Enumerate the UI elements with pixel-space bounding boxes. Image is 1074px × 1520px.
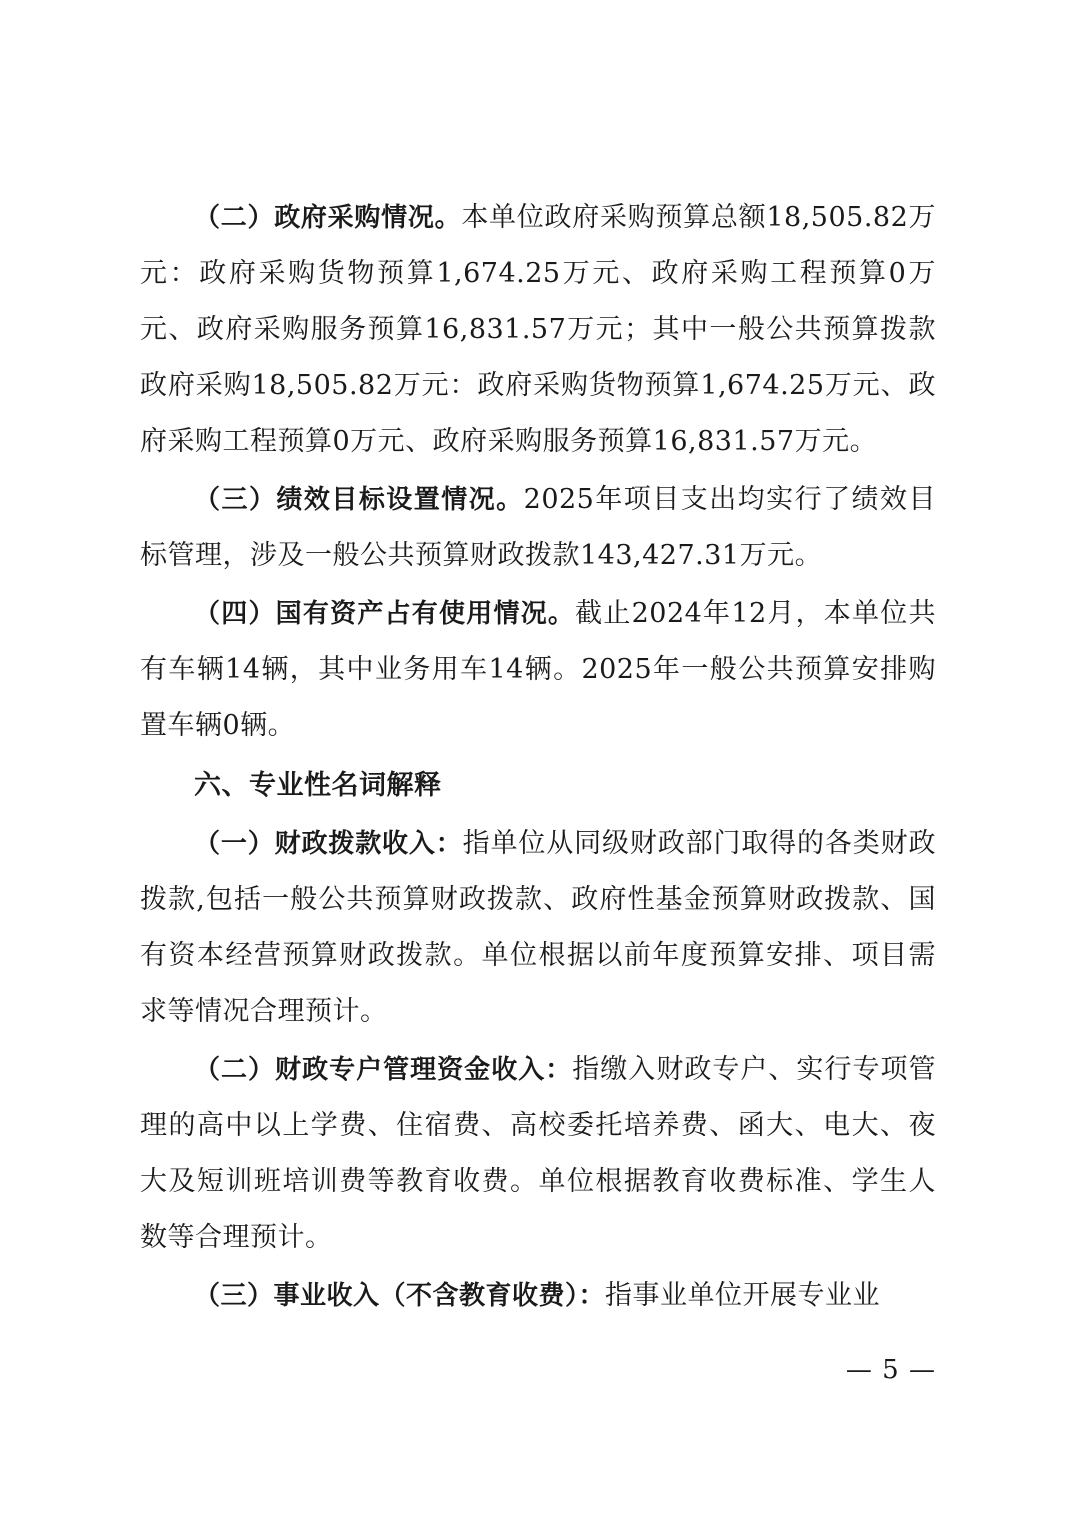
- paragraph-text: 2025年项目支出均实行了绩效目标管理，涉及一般公共预算财政拨款143,427.31万元。: [140, 484, 936, 571]
- paragraph-performance-goals: [140, 472, 936, 584]
- paragraph-state-assets: [140, 586, 936, 754]
- definition-term: （三）事业收入（不含教育收费）：: [194, 1281, 606, 1311]
- definition-business-income: [140, 1268, 936, 1324]
- section-heading: 六、专业性名词解释: [194, 770, 442, 801]
- paragraph-text: 截止2024年12月，本单位共有车辆14辆，其中业务用车14辆。2025年一般公共预算安排购置车辆0辆。: [140, 598, 936, 741]
- paragraph-lead: （三）绩效目标设置情况。: [194, 485, 524, 515]
- definition-fiscal-appropriation: [140, 816, 936, 1040]
- paragraph-text: 本单位政府采购预算总额18,505.82万元：政府采购货物预算1,674.25万元、政府采购工程预算0万元、政府采购服务预算16,831.57万元；其中一般公共预算拨款政府采购18,505.82万元：政府采购货物预算1,674.25万元、政府采购工程预算0万元、政府采购服务预算16,831.57万元。: [140, 202, 936, 457]
- definition-text: 指单位从同级财政部门取得的各类财政拨款,包括一般公共预算财政拨款、政府性基金预算财政拨款、国有资本经营预算财政拨款。单位根据以前年度预算安排、项目需求等情况合理预计。: [140, 828, 936, 1027]
- paragraph-lead: （四）国有资产占有使用情况。: [194, 599, 576, 629]
- paragraph-government-procurement: [140, 190, 936, 470]
- definition-special-account-funds: [140, 1042, 936, 1266]
- document-body: [140, 190, 936, 1324]
- paragraph-lead: （二）政府采购情况。: [194, 203, 462, 233]
- definition-text: 指事业单位开展专业业: [605, 1280, 881, 1311]
- page-number: — 5 —: [845, 1355, 936, 1385]
- definition-term: （一）财政拨款收入：: [194, 829, 463, 859]
- definition-term: （二）财政专户管理资金收入：: [194, 1055, 573, 1085]
- definition-text: 指缴入财政专户、实行专项管理的高中以上学费、住宿费、高校委托培养费、函大、电大、夜大及短训班培训费等教育收费。单位根据教育收费标准、学生人数等合理预计。: [140, 1054, 936, 1253]
